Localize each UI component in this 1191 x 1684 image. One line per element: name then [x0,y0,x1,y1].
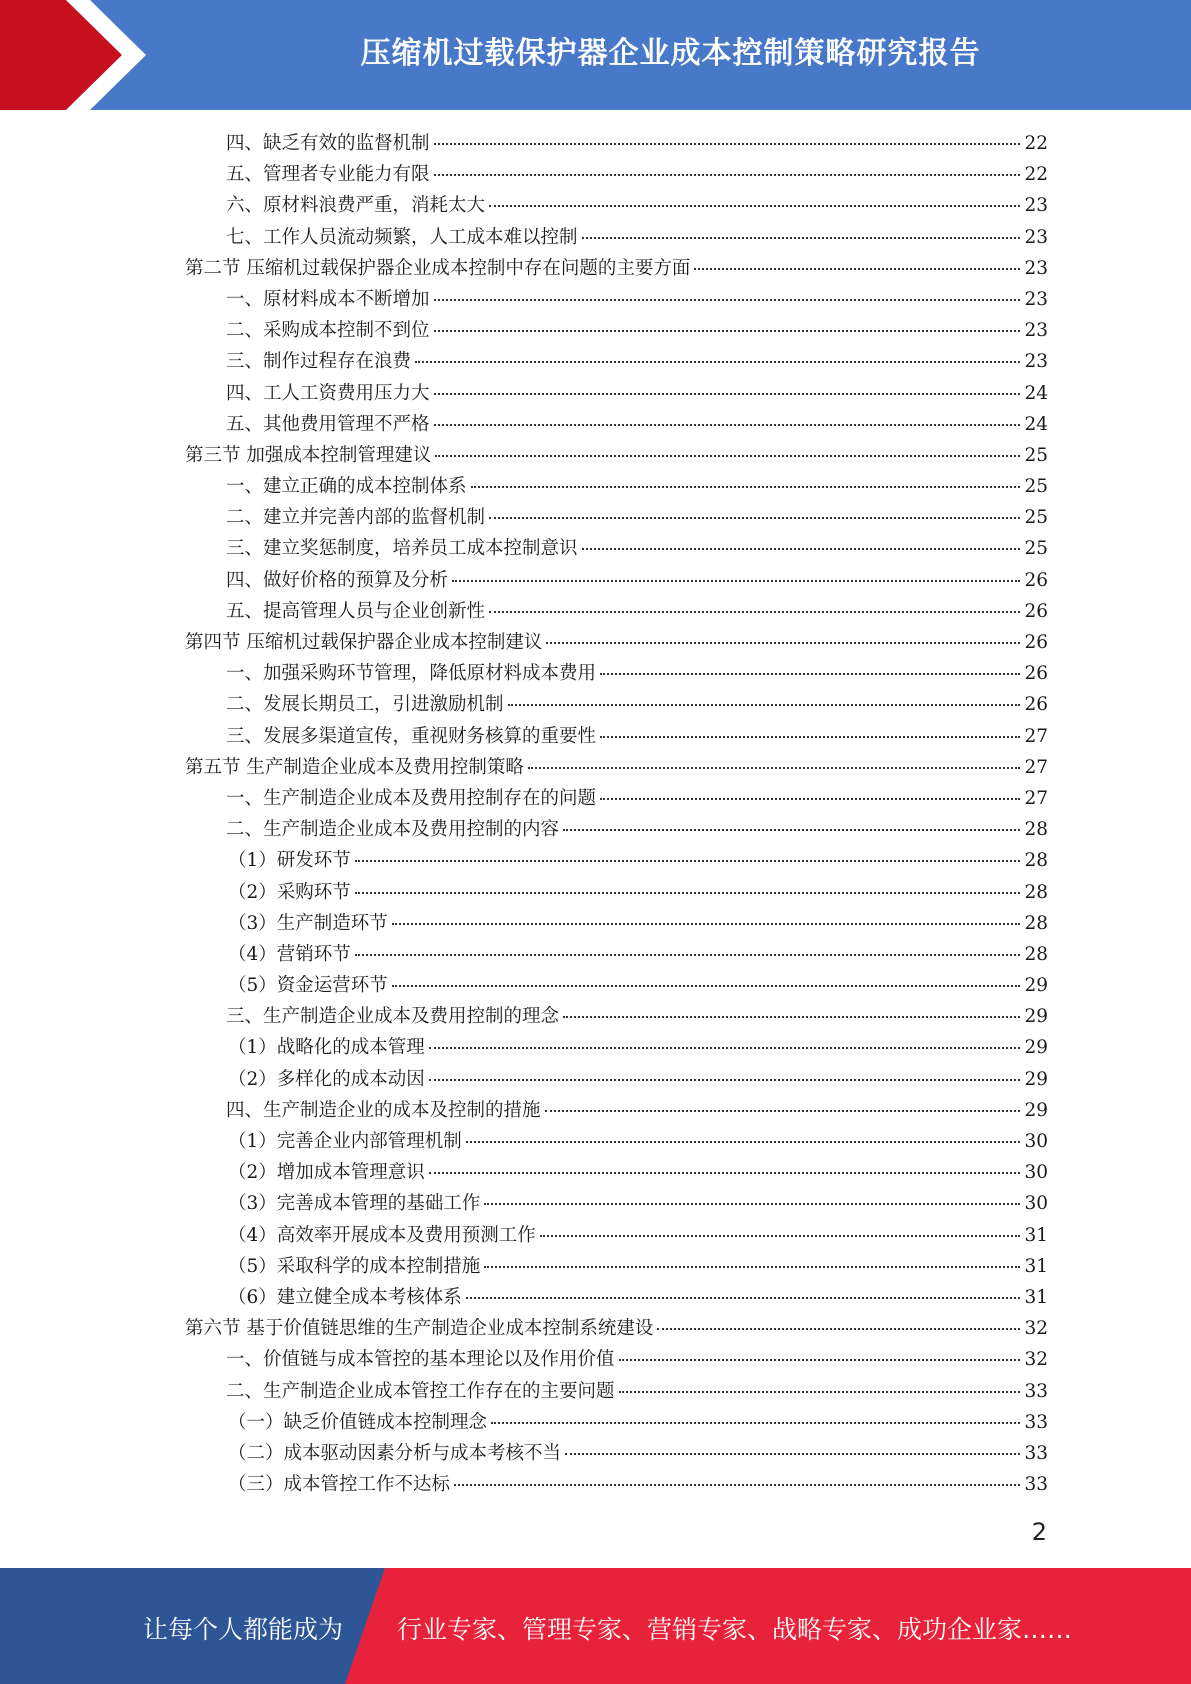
toc-entry-title: 第四节 压缩机过载保护器企业成本控制建议 [185,632,543,653]
toc-entry[interactable] [0,596,1191,627]
toc-leader-dots [429,1171,1020,1174]
toc-entry[interactable] [0,658,1191,689]
toc-entry-page: 26 [1024,663,1048,685]
toc-entry-page: 27 [1024,787,1048,809]
toc-leader-dots [540,1234,1020,1237]
toc-entry-page: 33 [1024,1411,1048,1433]
toc-entry-page: 23 [1024,288,1048,310]
footer-banner [0,1568,1191,1684]
toc-entry-title: 五、管理者专业能力有限 [226,164,430,186]
toc-entry-page: 29 [1024,975,1048,997]
toc-leader-dots [546,641,1020,644]
toc-entry-title: 一、建立正确的成本控制体系 [226,476,467,498]
toc-entry-page: 23 [1024,257,1048,279]
toc-entry[interactable] [0,1344,1191,1375]
toc-leader-dots [392,984,1020,987]
toc-entry[interactable] [0,409,1191,440]
toc-leader-dots [491,1421,1020,1424]
toc-entry-page: 25 [1024,444,1048,466]
toc-entry-page: 33 [1024,1442,1048,1464]
toc-entry-page: 22 [1024,164,1048,186]
toc-leader-dots [619,1390,1020,1393]
toc-entry-page: 22 [1024,133,1048,154]
toc-entry-page: 29 [1024,1037,1048,1059]
toc-entry-page: 28 [1024,850,1048,872]
toc-leader-dots [657,1327,1020,1330]
footer-slogan-right: 行业专家、管理专家、营销专家、战略专家、成功企业家…… [397,1615,1073,1644]
toc-entry-title: 二、建立并完善内部的监督机制 [226,507,486,529]
toc-entry[interactable] [0,908,1191,939]
toc-entry-page: 29 [1024,1006,1048,1028]
toc-leader-dots [600,735,1020,738]
toc-entry-page: 27 [1024,756,1048,778]
toc-entry-page: 24 [1024,413,1048,435]
toc-entry-title: （2）采购环节 [228,881,351,903]
toc-entry-page: 25 [1024,507,1048,529]
toc-entry-title: 四、工人工资费用压力大 [226,382,430,404]
toc-entry[interactable] [0,689,1191,720]
toc-entry-title: 二、采购成本控制不到位 [226,320,430,342]
toc-entry[interactable] [0,346,1191,377]
toc-entry-page: 33 [1024,1474,1048,1496]
toc-leader-dots [429,1046,1020,1049]
toc-leader-dots [489,610,1020,613]
toc-entry-title: 二、发展长期员工，引进激励机制 [226,694,504,716]
toc-entry-page: 26 [1024,694,1048,716]
toc-entry-title: （5）资金运营环节 [228,975,388,997]
toc-entry-page: 28 [1024,943,1048,965]
toc-entry[interactable] [0,1251,1191,1282]
toc-entry-page: 29 [1024,1099,1048,1121]
toc-entry[interactable] [0,1469,1191,1500]
toc-leader-dots [466,1140,1020,1143]
toc-entry[interactable] [0,721,1191,752]
toc-entry[interactable] [0,877,1191,908]
toc-entry[interactable] [0,159,1191,190]
toc-leader-dots [484,1202,1020,1205]
toc-entry[interactable] [0,222,1191,253]
toc-leader-dots [355,859,1020,862]
toc-entry-title: 一、原材料成本不断增加 [226,288,430,310]
header-arrow-decoration [0,0,160,110]
toc-leader-dots [452,579,1020,582]
toc-leader-dots [582,547,1020,550]
toc-entry[interactable] [0,1188,1191,1219]
toc-leader-dots [392,922,1020,925]
toc-entry[interactable] [0,814,1191,845]
table-of-contents [0,128,1191,1500]
toc-entry[interactable] [0,440,1191,471]
toc-entry[interactable] [0,565,1191,596]
toc-leader-dots [563,828,1020,831]
toc-entry[interactable] [0,1001,1191,1032]
toc-leader-dots [466,1296,1020,1299]
toc-entry-page: 25 [1024,538,1048,560]
toc-entry[interactable] [0,1064,1191,1095]
toc-leader-dots [545,1109,1020,1112]
toc-entry[interactable] [0,502,1191,533]
report-title: 压缩机过载保护器企业成本控制策略研究报告 [360,36,981,71]
toc-entry[interactable] [0,845,1191,876]
toc-leader-dots [484,1265,1020,1268]
toc-entry-title: （4）营销环节 [228,943,351,965]
toc-entry-page: 23 [1024,195,1048,217]
toc-entry-page: 26 [1024,569,1048,591]
toc-entry-title: 第三节 加强成本控制管理建议 [185,444,432,466]
toc-leader-dots [435,454,1020,457]
toc-entry-title: 第二节 压缩机过载保护器企业成本控制中存在问题的主要方面 [185,257,691,279]
toc-entry-page: 23 [1024,351,1048,373]
toc-entry-page: 27 [1024,725,1048,747]
toc-leader-dots [489,516,1020,519]
toc-entry-page: 31 [1024,1224,1048,1246]
toc-entry-title: 四、生产制造企业的成本及控制的措施 [226,1099,541,1121]
toc-entry-title: 五、其他费用管理不严格 [226,413,430,435]
toc-leader-dots [434,329,1020,332]
toc-leader-dots [415,360,1020,363]
toc-entry-page: 28 [1024,912,1048,934]
toc-entry-title: （1）完善企业内部管理机制 [228,1131,462,1152]
toc-entry-title: 二、生产制造企业成本管控工作存在的主要问题 [226,1380,615,1402]
toc-entry-title: 七、工作人员流动频繁，人工成本难以控制 [226,226,578,248]
toc-entry-page: 23 [1024,320,1048,342]
toc-entry-page: 30 [1024,1193,1048,1215]
toc-entry[interactable] [0,533,1191,564]
toc-entry[interactable] [0,128,1191,159]
toc-entry-page: 29 [1024,1068,1048,1090]
toc-leader-dots [454,1483,1020,1486]
toc-entry[interactable] [0,378,1191,409]
toc-entry-page: 30 [1024,1131,1048,1152]
toc-entry-title: 一、加强采购环节管理，降低原材料成本费用 [226,663,597,685]
toc-entry-title: （5）采取科学的成本控制措施 [228,1255,481,1277]
toc-entry-title: 六、原材料浪费严重，消耗太大 [226,195,486,217]
toc-entry-title: （3）生产制造环节 [228,912,388,934]
toc-entry-page: 31 [1024,1286,1048,1308]
toc-leader-dots [434,392,1020,395]
toc-entry-page: 23 [1024,226,1048,248]
toc-entry[interactable] [0,1438,1191,1469]
toc-entry-title: 三、发展多渠道宣传，重视财务核算的重要性 [226,725,597,747]
toc-leader-dots [434,298,1020,301]
toc-entry-title: 第五节 生产制造企业成本及费用控制策略 [185,756,524,778]
toc-entry-title: 四、缺乏有效的监督机制 [226,133,430,154]
toc-leader-dots [489,204,1020,207]
toc-entry-title: 三、制作过程存在浪费 [226,351,412,373]
toc-entry[interactable] [0,1376,1191,1407]
toc-leader-dots [471,485,1020,488]
toc-entry[interactable] [0,939,1191,970]
toc-entry-page: 25 [1024,476,1048,498]
toc-leader-dots [434,142,1020,145]
toc-leader-dots [508,703,1020,706]
toc-entry-page: 26 [1024,632,1048,653]
toc-entry-title: （2）多样化的成本动因 [228,1068,425,1090]
toc-entry[interactable] [0,1220,1191,1251]
toc-entry-page: 30 [1024,1162,1048,1184]
toc-leader-dots [619,1358,1020,1361]
toc-leader-dots [434,173,1020,176]
toc-entry[interactable] [0,1282,1191,1313]
toc-entry-title: （二）成本驱动因素分析与成本考核不当 [228,1442,562,1464]
toc-entry-title: 一、生产制造企业成本及费用控制存在的问题 [226,787,597,809]
toc-entry[interactable] [0,253,1191,284]
toc-leader-dots [600,672,1020,675]
toc-leader-dots [355,891,1020,894]
toc-entry-title: （1）研发环节 [228,850,351,872]
toc-leader-dots [563,1015,1020,1018]
toc-entry-title: 第六节 基于价值链思维的生产制造企业成本控制系统建设 [185,1318,654,1340]
toc-entry-title: 一、价值链与成本管控的基本理论以及作用价值 [226,1349,615,1371]
toc-leader-dots [694,267,1020,270]
toc-entry[interactable] [0,1095,1191,1126]
toc-entry[interactable] [0,1407,1191,1438]
toc-entry-page: 33 [1024,1380,1048,1402]
toc-entry-page: 24 [1024,382,1048,404]
toc-entry-page: 32 [1024,1318,1048,1340]
toc-leader-dots [528,766,1020,769]
toc-entry-title: 五、提高管理人员与企业创新性 [226,600,486,622]
toc-entry[interactable] [0,190,1191,221]
header-banner [0,0,1191,110]
toc-entry-title: （6）建立健全成本考核体系 [228,1286,462,1308]
toc-entry-title: （一）缺乏价值链成本控制理念 [228,1411,488,1433]
toc-entry-title: （4）高效率开展成本及费用预测工作 [228,1224,536,1246]
toc-entry[interactable] [0,627,1191,658]
toc-entry[interactable] [0,1157,1191,1188]
toc-leader-dots [565,1452,1020,1455]
toc-entry-title: 二、生产制造企业成本及费用控制的内容 [226,819,560,841]
footer-slogan-left: 让每个人都能成为 [143,1615,344,1644]
toc-entry-page: 28 [1024,819,1048,841]
toc-entry-title: 四、做好价格的预算及分析 [226,569,449,591]
toc-leader-dots [434,423,1020,426]
toc-entry-title: （1）战略化的成本管理 [228,1037,425,1059]
toc-entry-page: 26 [1024,600,1048,622]
toc-entry[interactable] [0,1032,1191,1063]
toc-entry[interactable] [0,315,1191,346]
toc-entry[interactable] [0,284,1191,315]
toc-leader-dots [355,953,1020,956]
toc-entry[interactable] [0,752,1191,783]
toc-entry-title: （3）完善成本管理的基础工作 [228,1193,481,1215]
toc-entry[interactable] [0,1313,1191,1344]
toc-entry[interactable] [0,1126,1191,1157]
page-number: 2 [1031,1518,1047,1546]
toc-entry-page: 28 [1024,881,1048,903]
toc-leader-dots [582,236,1020,239]
toc-entry[interactable] [0,970,1191,1001]
toc-leader-dots [600,797,1020,800]
toc-leader-dots [429,1078,1020,1081]
toc-entry-page: 31 [1024,1255,1048,1277]
toc-entry-title: 三、建立奖惩制度，培养员工成本控制意识 [226,538,578,560]
toc-entry[interactable] [0,471,1191,502]
toc-entry-page: 32 [1024,1349,1048,1371]
toc-entry-title: （2）增加成本管理意识 [228,1162,425,1184]
toc-entry-title: （三）成本管控工作不达标 [228,1474,451,1496]
toc-entry[interactable] [0,783,1191,814]
toc-entry-title: 三、生产制造企业成本及费用控制的理念 [226,1006,560,1028]
